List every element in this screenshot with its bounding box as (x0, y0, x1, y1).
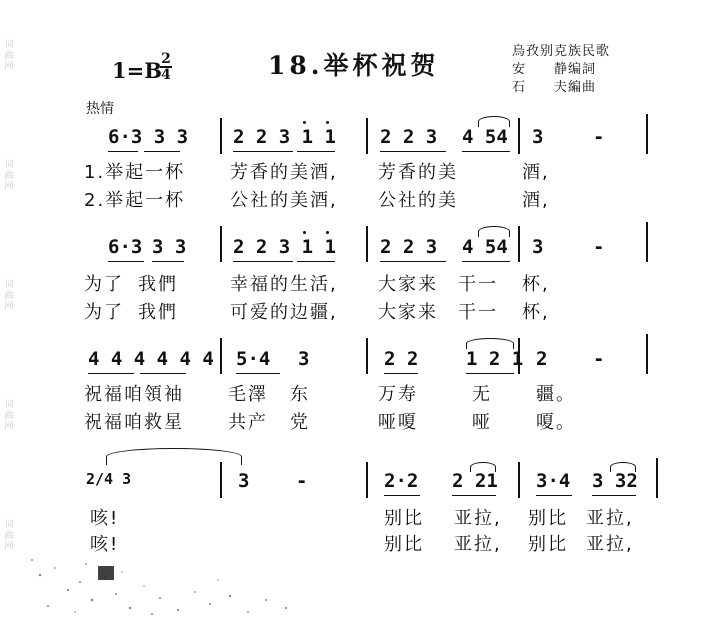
note-group: 1 2 1 (466, 348, 524, 370)
watermark-stamp: 词 曲 网 (4, 160, 14, 192)
beam (384, 495, 420, 496)
beam (466, 373, 514, 374)
lyric: 祝福咱領袖 (84, 384, 184, 405)
tie-arc (610, 462, 636, 472)
note-group: - (593, 236, 605, 258)
lyric: 芳香的美 (378, 162, 458, 183)
beam (452, 495, 496, 496)
note-group: 6·3 (108, 236, 143, 258)
lyric: 共产 (228, 412, 268, 433)
lyric: 公社的美酒, (230, 190, 338, 211)
beam (233, 151, 293, 152)
watermark-stamp: 词 曲 网 (4, 280, 14, 312)
lyric: 祝福咱救星 (84, 412, 184, 433)
beam (384, 373, 418, 374)
beam (462, 261, 510, 262)
barline (656, 458, 658, 498)
barline (518, 226, 520, 262)
lyric: 我們 (138, 274, 178, 295)
note-group: 3 (298, 348, 310, 370)
lyric: 别比 (384, 508, 424, 529)
lyric: 芳香的美酒, (230, 162, 338, 183)
beam (297, 151, 335, 152)
lyric: 酒, (522, 162, 550, 183)
watermark-stamp: 词 曲 网 (4, 520, 14, 552)
octave-dot (303, 231, 306, 234)
note-group: 3 (532, 236, 544, 258)
note-group: 3 3 (152, 236, 187, 258)
beam (140, 373, 186, 374)
lyric: 亚拉, (454, 508, 502, 529)
note-group: 2 2 3 1 1 (233, 236, 336, 258)
barline (366, 118, 368, 154)
beam (380, 261, 446, 262)
beam (380, 151, 446, 152)
lyric: 为了 (84, 302, 124, 323)
lyric: 干一 (458, 274, 498, 295)
note-group: 5·4 (236, 348, 271, 370)
lyric: 疆。 (536, 384, 576, 405)
tie-arc (478, 116, 510, 127)
time-signature: 2 4 (161, 51, 171, 83)
barline (518, 462, 520, 498)
barline (220, 226, 222, 262)
lyric: 哑 (472, 412, 492, 433)
watermark-stamp: 词 曲 网 (4, 40, 14, 72)
lyric: 党 (290, 412, 310, 433)
note-group: 3 32 (592, 470, 638, 492)
lyric: 别比 (384, 534, 424, 555)
lyric: 东 (290, 384, 310, 405)
barline (220, 338, 222, 374)
note-group: - (593, 126, 605, 148)
note-group: - (296, 470, 308, 492)
beam (462, 151, 510, 152)
note-group: 4 54 (462, 236, 508, 258)
note-group: 2 2 (384, 348, 419, 370)
lyric: 别比 (528, 508, 568, 529)
barline (366, 338, 368, 374)
credit-lyricist: 安 静编詞 (512, 62, 597, 77)
beam (152, 261, 184, 262)
lyric: 别比 (528, 534, 568, 555)
barline (220, 118, 222, 154)
note-group: 2 2 3 1 1 (233, 126, 336, 148)
lyric: 2.举起一杯 (84, 190, 186, 211)
octave-dot (303, 121, 306, 124)
barline (366, 462, 368, 498)
lyric: 杯, (522, 302, 550, 323)
beam (144, 151, 180, 152)
note-group: 2 (536, 348, 548, 370)
lyric: 亚拉, (586, 508, 634, 529)
note-group: 3 (532, 126, 544, 148)
lyric: 咳! (90, 508, 120, 529)
lyric: 公社的美 (378, 190, 458, 211)
beam (236, 373, 280, 374)
note-group: 2 2 3 (380, 126, 438, 148)
lyric: 我們 (138, 302, 178, 323)
scan-noise (20, 520, 320, 620)
tie-arc (466, 338, 514, 349)
barline (518, 338, 520, 374)
barline (646, 334, 648, 374)
key-signature: 1=B (112, 58, 162, 83)
song-title: 18.举杯祝贺 (268, 51, 440, 80)
lyric: 可爱的边疆, (230, 302, 338, 323)
note-group: 6·3 3 3 (108, 126, 189, 148)
lyric: 杯, (522, 274, 550, 295)
credit-origin: 烏孜别克族民歌 (512, 44, 611, 59)
note-group: 3 (238, 470, 250, 492)
lyric: 哑嗄 (378, 412, 418, 433)
lyric: 无 (472, 384, 492, 405)
tempo-marking: 热情 (86, 101, 114, 117)
beam (592, 495, 636, 496)
beam (297, 261, 335, 262)
note-group: 2/4 3 (86, 470, 132, 488)
lyric: 干一 (458, 302, 498, 323)
lyric: 亚拉, (586, 534, 634, 555)
barline (518, 118, 520, 154)
beam (233, 261, 293, 262)
lyric: 大家来 (378, 274, 438, 295)
note-group: 3·4 (536, 470, 571, 492)
lyric: 为了 (84, 274, 124, 295)
note-group: 4 54 (462, 126, 508, 148)
credit-arranger: 石 夫編曲 (512, 80, 597, 95)
barline (220, 462, 222, 498)
barline (366, 226, 368, 262)
lyric: 大家来 (378, 302, 438, 323)
tie-arc (470, 462, 496, 472)
lyric: 万寿 (378, 384, 418, 405)
beam (108, 151, 138, 152)
octave-dot (326, 231, 329, 234)
watermark-stamp: 词 曲 网 (4, 400, 14, 432)
lyric: 亚拉, (454, 534, 502, 555)
note-group: 4 4 4 4 4 4 (88, 348, 214, 370)
note-group: - (593, 348, 605, 370)
tie-arc (478, 226, 510, 237)
lyric: 嗄。 (536, 412, 576, 433)
lyric: 酒, (522, 190, 550, 211)
note-group: 2 2 3 (380, 236, 438, 258)
lyric: 1.举起一杯 (84, 162, 186, 183)
beam (108, 261, 144, 262)
lyric: 幸福的生活, (230, 274, 338, 295)
barline (646, 114, 648, 154)
lyric: 咳! (90, 534, 120, 555)
beam (536, 495, 572, 496)
barline (646, 222, 648, 262)
note-group: 2 21 (452, 470, 498, 492)
lyric: 毛澤 (228, 384, 268, 405)
octave-dot (326, 121, 329, 124)
beam (88, 373, 134, 374)
note-group: 2·2 (384, 470, 419, 492)
